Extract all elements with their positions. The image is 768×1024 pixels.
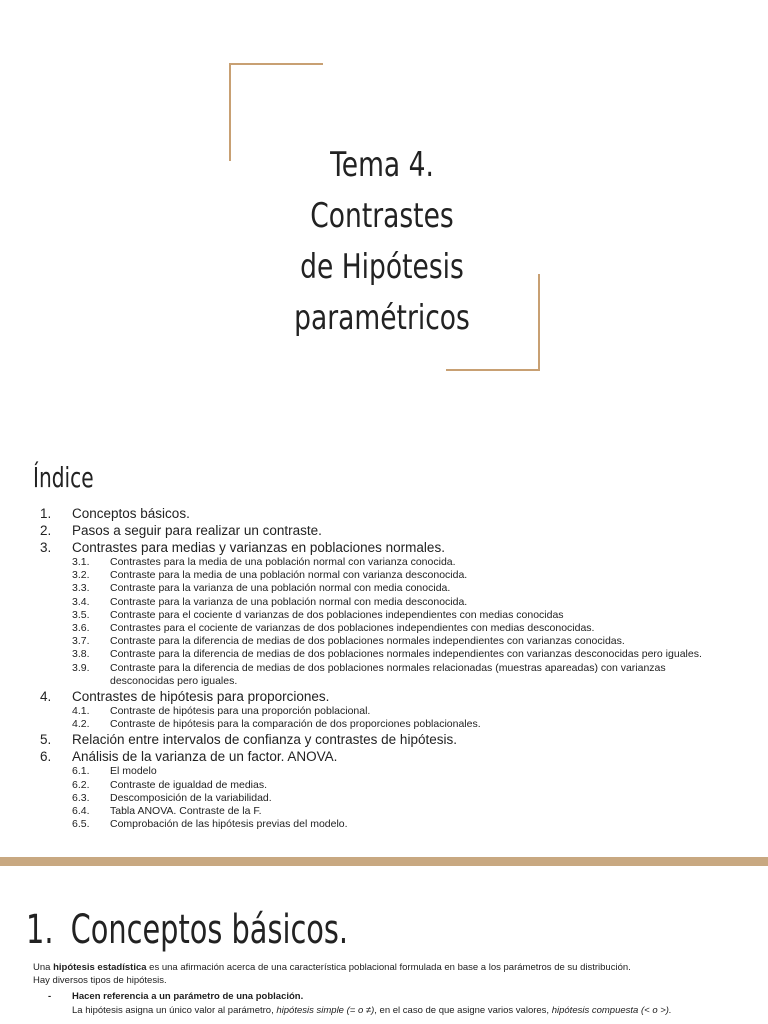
toc-subitem-label: Contraste de hipótesis para la comparación de dos proporciones poblacionales. bbox=[110, 718, 481, 731]
toc-subitem-number: 6.3. bbox=[72, 791, 90, 804]
toc-item-label: Pasos a seguir para realizar un contraste. bbox=[72, 523, 322, 538]
intro-paragraph bbox=[33, 961, 631, 974]
slide-divider bbox=[0, 857, 768, 866]
toc-subitem-label: Contraste para la varianza de una población normal con media conocida. bbox=[110, 582, 451, 595]
toc-subitem-number: 4.1. bbox=[72, 705, 90, 718]
toc-subitem-number: 3.9. bbox=[72, 661, 90, 674]
toc-subitem bbox=[0, 596, 768, 609]
intro-post: es una afirmación acerca de una característica poblacional formulada en base a los parámetros de su distribución. bbox=[146, 962, 631, 973]
toc-subitem-label: Contraste para la media de una población normal con varianza desconocida. bbox=[110, 569, 468, 582]
toc-subitem-number: 3.5. bbox=[72, 608, 90, 621]
toc-subitem bbox=[0, 805, 768, 818]
toc-item-number: 1. bbox=[40, 506, 52, 521]
toc-item-number: 6. bbox=[40, 749, 52, 765]
types-paragraph: Hay diversos tipos de hipótesis. bbox=[33, 975, 167, 986]
toc-subitem bbox=[0, 622, 768, 635]
toc-item-label: Relación entre intervalos de confianza y contrastes de hipótesis. bbox=[72, 732, 457, 748]
toc-subitem-label: Contraste para la diferencia de medias de dos poblaciones normales independientes con varianzas desconocidas pero iguales. bbox=[110, 648, 702, 661]
toc-item-number: 3. bbox=[40, 540, 52, 555]
toc-subitem-label: Contraste para la diferencia de medias de dos poblaciones normales independientes con varianzas conocidas. bbox=[110, 635, 625, 648]
detail-mid: , en el caso de que asigne varios valores, bbox=[374, 1005, 552, 1016]
toc-subitem-label: Contraste para el cociente d varianzas de dos poblaciones independientes con medias conocidas bbox=[110, 608, 564, 621]
toc-subitem bbox=[0, 705, 768, 718]
detail-simple-hypothesis: hipótesis simple (= o ≠) bbox=[276, 1005, 375, 1016]
toc-item-number: 2. bbox=[40, 523, 52, 538]
toc-subitem-label: Contraste de igualdad de medias. bbox=[110, 778, 268, 791]
detail-composite-hypothesis: hipótesis compuesta (< o >). bbox=[551, 1005, 672, 1016]
toc-subitem-label: Contrastes para la media de una población normal con varianza conocida. bbox=[110, 556, 456, 568]
toc-item bbox=[0, 731, 768, 748]
toc-subitem-label: El modelo bbox=[110, 765, 157, 778]
toc-subitem-number: 3.8. bbox=[72, 648, 90, 661]
toc-item bbox=[0, 505, 768, 522]
toc-item-label: Conceptos básicos. bbox=[72, 506, 190, 521]
toc-subitem-number: 3.4. bbox=[72, 595, 90, 608]
toc-subitem-label: Contraste para la diferencia de medias de dos poblaciones normales relacionadas (muestras apareadas) con varianzas desconocidas pero iguales. bbox=[110, 661, 666, 687]
toc-subitem bbox=[0, 609, 768, 622]
toc-subitem-label: Contraste para la varianza de una población normal con media desconocida. bbox=[110, 595, 468, 608]
bullet-detail bbox=[72, 1004, 672, 1017]
toc-subitem-number: 3.7. bbox=[72, 635, 90, 648]
toc-subitem bbox=[0, 662, 768, 688]
toc-subitem bbox=[0, 792, 768, 805]
bullet-dash: - bbox=[48, 991, 52, 1002]
toc-subitem-label: Tabla ANOVA. Contraste de la F. bbox=[110, 805, 262, 818]
table-of-contents bbox=[0, 505, 768, 831]
toc-item bbox=[0, 688, 768, 705]
toc-subitem-number: 6.2. bbox=[72, 778, 90, 791]
toc-subitem-number: 3.1. bbox=[72, 556, 90, 568]
toc-subitem-label: Descomposición de la variabilidad. bbox=[110, 791, 272, 804]
toc-subitem-number: 4.2. bbox=[72, 718, 90, 731]
toc-subitem-label: Contraste de hipótesis para una proporción poblacional. bbox=[110, 705, 371, 718]
toc-subitem-number: 6.1. bbox=[72, 765, 90, 778]
detail-pre: La hipótesis asigna un único valor al parámetro, bbox=[72, 1005, 277, 1016]
section-title-text: Conceptos básicos. bbox=[70, 907, 349, 953]
toc-subitem-number: 3.6. bbox=[72, 622, 90, 635]
section-title bbox=[26, 904, 348, 956]
cover-title: Tema 4. Contrastes de Hipótesis paramétricos bbox=[294, 145, 470, 338]
toc-subitem bbox=[0, 718, 768, 731]
toc-subitem-number: 6.5. bbox=[72, 818, 90, 831]
toc-item bbox=[0, 748, 768, 765]
toc-item-label: Contrastes para medias y varianzas en poblaciones normales. bbox=[72, 540, 445, 555]
toc-item-number: 5. bbox=[40, 732, 52, 748]
toc-subitem bbox=[0, 648, 768, 661]
toc-subitem bbox=[0, 765, 768, 778]
toc-subitem bbox=[0, 818, 768, 831]
toc-subitem bbox=[0, 635, 768, 648]
index-title: Índice bbox=[33, 461, 94, 494]
toc-subitem bbox=[0, 582, 768, 595]
toc-subitem-label: Contrastes para el cociente de varianzas de dos poblaciones independientes con medias desconocidas. bbox=[110, 622, 595, 635]
intro-bold-term: hipótesis estadística bbox=[53, 962, 147, 973]
toc-subitem bbox=[0, 569, 768, 582]
toc-subitem-number: 3.3. bbox=[72, 582, 90, 595]
toc-subitem bbox=[0, 779, 768, 792]
section-number: 1. bbox=[26, 907, 54, 953]
intro-pre: Una bbox=[33, 962, 54, 973]
toc-subitem-number: 6.4. bbox=[72, 805, 90, 818]
toc-item-label: Análisis de la varianza de un factor. ANOVA. bbox=[72, 749, 338, 765]
toc-subitem-label: Comprobación de las hipótesis previas del modelo. bbox=[110, 818, 348, 831]
toc-item-number: 4. bbox=[40, 689, 52, 705]
bullet-text: Hacen referencia a un parámetro de una población. bbox=[72, 991, 304, 1002]
toc-subitem-number: 3.2. bbox=[72, 569, 90, 582]
toc-subitem bbox=[0, 556, 768, 569]
toc-item bbox=[0, 522, 768, 539]
toc-item-label: Contrastes de hipótesis para proporciones. bbox=[72, 689, 330, 705]
toc-item bbox=[0, 539, 768, 556]
